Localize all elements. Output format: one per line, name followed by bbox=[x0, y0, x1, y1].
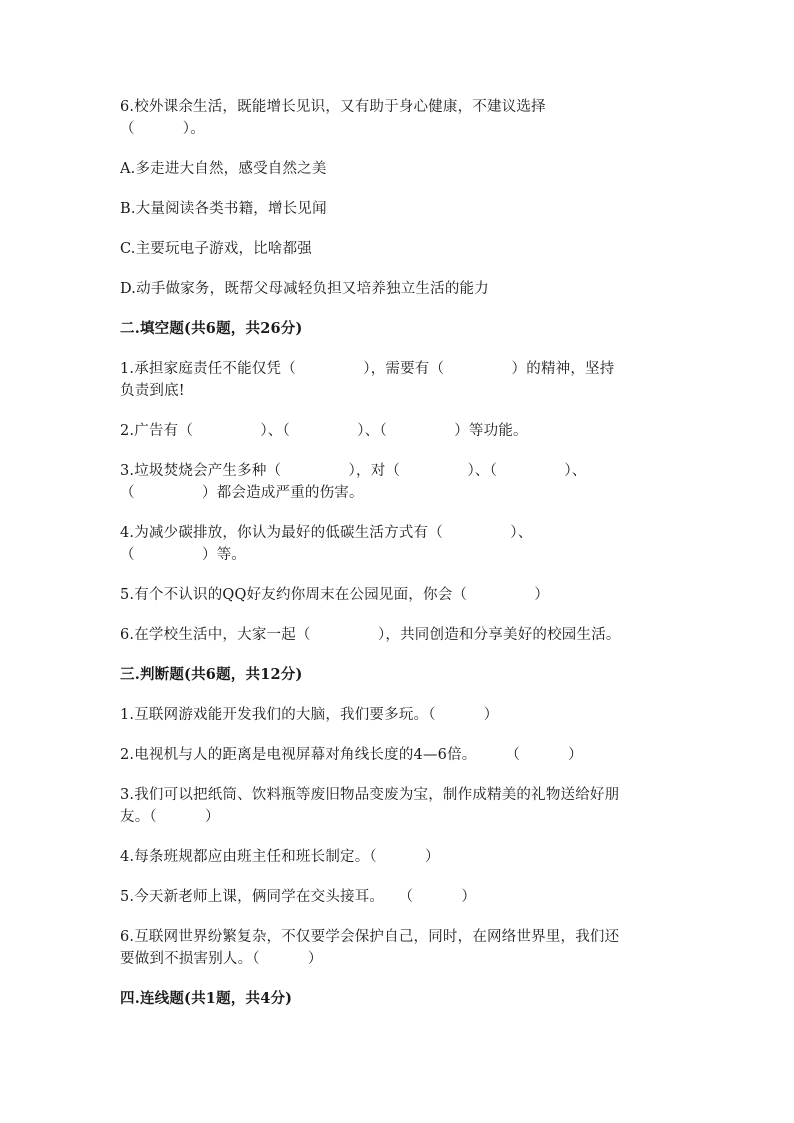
fill-question-6: 6.在学校生活中，大家一起（ ），共同创造和分享美好的校园生活。 bbox=[120, 627, 621, 643]
question-6-line-1: 6.校外课余生活，既能增长见识，又有助于身心健康，不建议选择 bbox=[120, 99, 546, 115]
fill-question-1-line-2: 负责到底! bbox=[120, 383, 185, 399]
option-b: B.大量阅读各类书籍，增长见闻 bbox=[120, 201, 327, 217]
judge-question-3-line-2: 友。（ ） bbox=[120, 809, 220, 825]
judge-question-6-line-1: 6.互联网世界纷繁复杂，不仅要学会保护自己，同时，在网络世界里，我们还 bbox=[120, 929, 620, 945]
judge-question-2: 2.电视机与人的距离是电视屏幕对角线长度的4—6倍。 （ ） bbox=[120, 747, 583, 763]
fill-question-2: 2.广告有（ ）、（ ）、（ ）等功能。 bbox=[120, 423, 528, 439]
judge-question-3 bbox=[120, 784, 680, 828]
option-d: D.动手做家务，既帮父母减轻负担又培养独立生活的能力 bbox=[120, 281, 489, 297]
question-6-line-2: （ ）。 bbox=[120, 121, 205, 137]
judge-question-5: 5.今天新老师上课，俩同学在交头接耳。 （ ） bbox=[120, 889, 477, 905]
judge-question-4: 4.每条班规都应由班主任和班长制定。（ ） bbox=[120, 849, 440, 865]
fill-question-4 bbox=[120, 522, 680, 566]
fill-question-1 bbox=[120, 358, 680, 402]
fill-question-4-line-2: （ ）等。 bbox=[120, 547, 247, 563]
section-4-title: 四.连线题(共1题，共4分) bbox=[120, 990, 293, 1007]
fill-question-4-line-1: 4.为减少碳排放，你认为最好的低碳生活方式有（ ）、 bbox=[120, 525, 533, 541]
fill-question-3 bbox=[120, 460, 680, 504]
question-6-block bbox=[120, 96, 680, 140]
fill-question-3-line-1: 3.垃圾焚烧会产生多种（ ），对（ ）、（ ）、 bbox=[120, 463, 587, 479]
exam-page bbox=[120, 96, 680, 1028]
fill-question-3-line-2: （ ）都会造成严重的伤害。 bbox=[120, 485, 364, 501]
section-3-title: 三.判断题(共6题，共12分) bbox=[120, 666, 303, 683]
judge-question-6 bbox=[120, 926, 680, 970]
fill-question-5: 5.有个不认识的QQ好友约你周末在公园见面，你会（ ） bbox=[120, 587, 550, 603]
judge-question-6-line-2: 要做到不损害别人。（ ） bbox=[120, 951, 323, 967]
option-a: A.多走进大自然，感受自然之美 bbox=[120, 161, 327, 177]
judge-question-1: 1.互联网游戏能开发我们的大脑，我们要多玩。（ ） bbox=[120, 707, 499, 723]
option-c: C.主要玩电子游戏，比啥都强 bbox=[120, 241, 312, 257]
fill-question-1-line-1: 1.承担家庭责任不能仅凭（ ），需要有（ ）的精神，坚持 bbox=[120, 361, 615, 377]
section-2-title: 二.填空题(共6题，共26分) bbox=[120, 320, 303, 337]
judge-question-3-line-1: 3.我们可以把纸筒、饮料瓶等废旧物品变废为宝，制作成精美的礼物送给好朋 bbox=[120, 787, 620, 803]
